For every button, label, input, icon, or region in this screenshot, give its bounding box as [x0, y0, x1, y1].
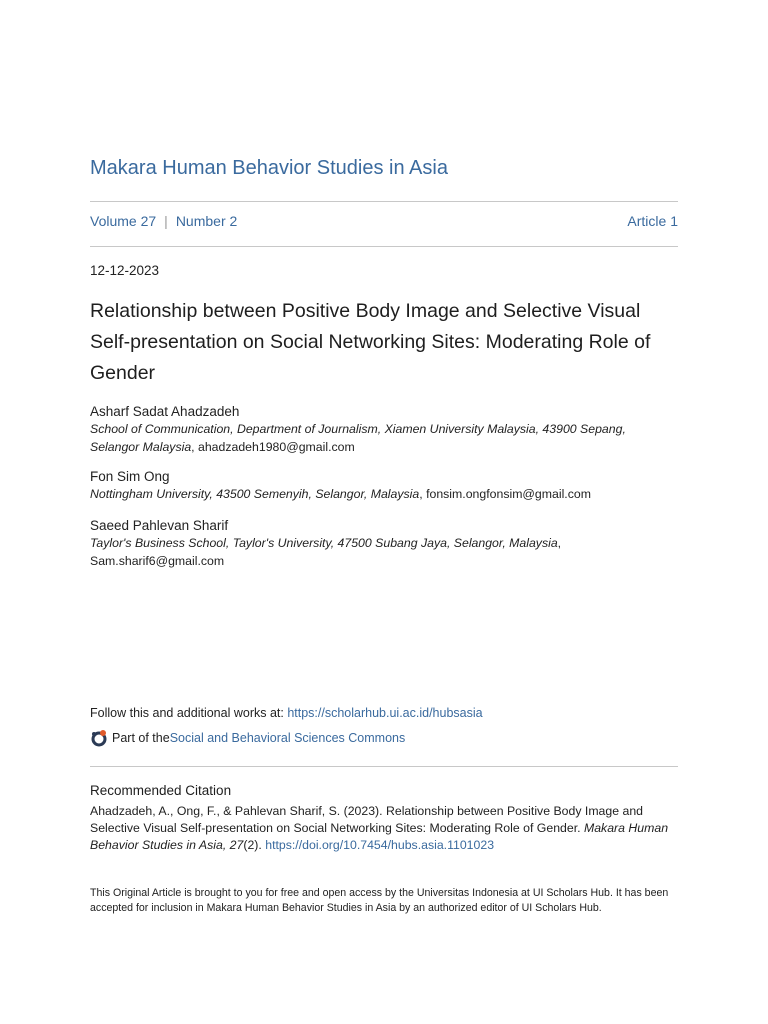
author-affiliation — [90, 421, 690, 456]
issue-separator: | — [164, 213, 168, 229]
author-email: Sam.sharif6@gmail.com — [90, 553, 225, 568]
affiliation-line-2: Selangor Malaysia — [90, 439, 192, 454]
number-link[interactable]: Number 2 — [175, 213, 238, 229]
citation-line-1: Ahadzadeh, A., Ong, F., & Pahlevan Sharif, S. (2023). Relationship between Positive Body Image and — [90, 804, 644, 818]
follow-line — [90, 706, 483, 720]
affiliation-line-1: Taylor's Business School, Taylor's University, 47500 Subang Jaya, Selangor, Malaysia — [90, 536, 558, 550]
author-affiliation — [90, 535, 690, 570]
article-link[interactable]: Article 1 — [627, 213, 678, 229]
author-name: Saeed Pahlevan Sharif — [90, 518, 229, 533]
citation-line-2: Selective Visual Self-presentation on Social Networking Sites: Moderating Role of Gender. — [90, 821, 584, 835]
author-email: , fonsim.ongfonsim@gmail.com — [419, 487, 591, 501]
part-of-line — [90, 729, 405, 747]
author-email: , ahadzadeh1980@gmail.com — [191, 439, 355, 454]
volume-link[interactable]: Volume 27 — [90, 213, 157, 229]
affiliation-line-1: School of Communication, Department of Journalism, Xiamen University Malaysia, 43900 Sepang, — [90, 422, 626, 436]
author-affiliation — [90, 486, 690, 504]
part-of-text: Part of the — [112, 731, 170, 745]
top-divider — [90, 201, 678, 202]
article-title: Relationship between Positive Body Image and Selective Visual Self-presentation on Social Networking Sites: Moderating Role of Gender — [90, 300, 651, 384]
issue-bar — [90, 213, 678, 229]
journal-title-link[interactable]: Makara Human Behavior Studies in Asia — [90, 157, 448, 179]
publication-date: 12-12-2023 — [90, 263, 160, 278]
issue-divider — [90, 246, 678, 247]
author-block-3 — [90, 517, 690, 570]
citation-heading: Recommended Citation — [90, 783, 232, 798]
commons-link[interactable]: Social and Behavioral Sciences Commons — [169, 731, 406, 745]
access-notice: This Original Article is brought to you for free and open access by the Universitas Indonesia at UI Scholars Hub. It has been accepted for inclusion in Makara Human Behavior Studies in Asia by an authorized editor of UI Scholars Hub. — [90, 887, 669, 914]
affiliation-line-1: Nottingham University, 43500 Semenyih, Selangor, Malaysia — [90, 487, 420, 501]
author-name: Fon Sim Ong — [90, 469, 170, 484]
network-commons-icon — [90, 729, 108, 747]
affiliation-comma: , — [557, 536, 562, 550]
follow-text: Follow this and additional works at: — [90, 706, 288, 720]
repository-link[interactable]: https://scholarhub.ui.ac.id/hubsasia — [287, 706, 483, 720]
author-block-2 — [90, 468, 690, 504]
citation-body — [90, 803, 690, 854]
doi-link[interactable]: https://doi.org/10.7454/hubs.asia.1101023 — [265, 838, 495, 852]
citation-divider — [90, 766, 678, 767]
citation-issue: (2). — [243, 838, 266, 852]
author-block-1 — [90, 403, 690, 456]
author-name: Asharf Sadat Ahadzadeh — [90, 404, 240, 419]
citation-journal: Makara Human Behavior Studies in Asia, 27 — [90, 821, 669, 852]
